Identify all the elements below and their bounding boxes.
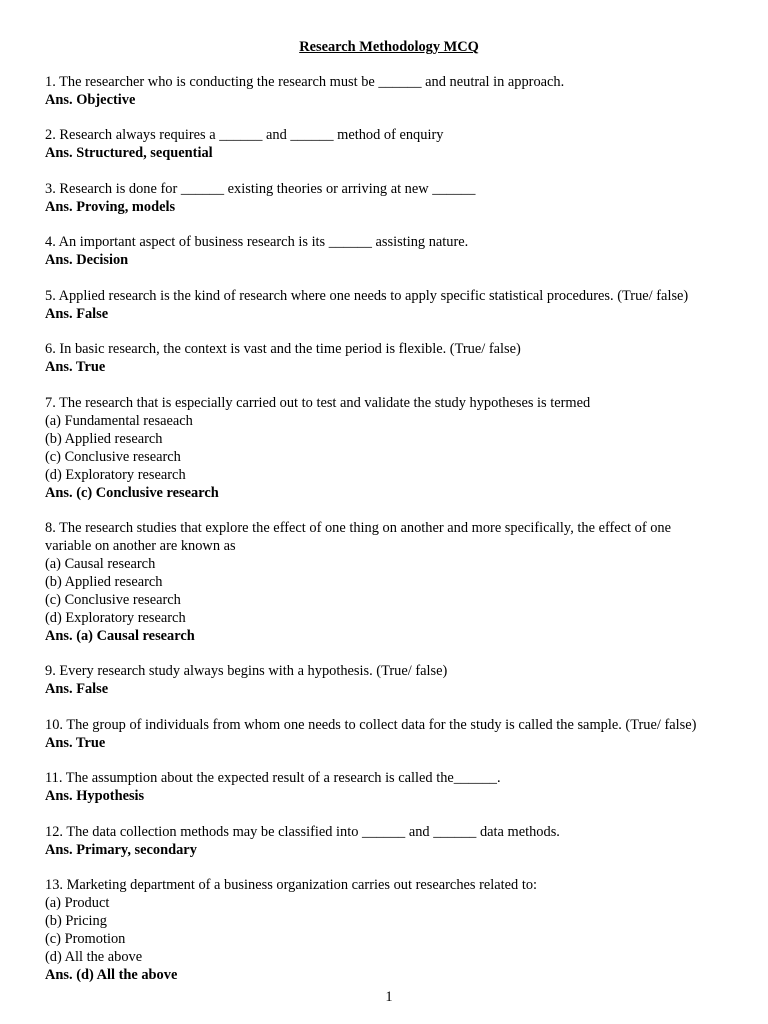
answer-line: Ans. (c) Conclusive research	[45, 485, 219, 501]
question-block	[45, 769, 745, 805]
question-line: 9. Every research study always begins with a hypothesis. (True/ false)	[45, 663, 448, 679]
option-line: (b) Applied research	[45, 431, 163, 447]
question-line: 7. The research that is especially carried out to test and validate the study hypotheses is termed	[45, 395, 591, 411]
question-block	[45, 73, 745, 109]
question-line: 2. Research always requires a ______ and ______ method of enquiry	[45, 127, 444, 143]
question-block	[45, 876, 745, 984]
question-block	[45, 126, 745, 162]
question-line: 3. Research is done for ______ existing theories or arriving at new ______	[45, 181, 476, 197]
answer-line: Ans. Structured, sequential	[45, 145, 213, 161]
question-block	[45, 823, 745, 859]
answer-line: Ans. False	[45, 681, 109, 697]
option-line: (a) Product	[45, 895, 110, 911]
question-block	[45, 287, 745, 323]
answer-line: Ans. (a) Causal research	[45, 628, 195, 644]
question-line: 13. Marketing department of a business organization carries out researches related to:	[45, 877, 538, 893]
question-line: 8. The research studies that explore the effect of one thing on another and more specifically, the effect of one	[45, 520, 672, 536]
answer-line: Ans. True	[45, 359, 106, 375]
question-line: 6. In basic research, the context is vast and the time period is flexible. (True/ false)	[45, 341, 521, 357]
question-block	[45, 716, 745, 752]
option-line: (c) Promotion	[45, 931, 126, 947]
option-line: (c) Conclusive research	[45, 592, 181, 608]
question-block	[45, 662, 745, 698]
option-line: (d) Exploratory research	[45, 610, 186, 626]
page-number: 1	[385, 989, 393, 1005]
answer-line: Ans. True	[45, 735, 106, 751]
question-block	[45, 180, 745, 216]
option-line: (a) Causal research	[45, 556, 156, 572]
answer-line: Ans. Proving, models	[45, 199, 176, 215]
answer-line: Ans. Hypothesis	[45, 788, 145, 804]
question-line: 10. The group of individuals from whom one needs to collect data for the study is called the sample. (True/ false)	[45, 717, 697, 733]
question-line: variable on another are known as	[45, 538, 236, 554]
question-line: 4. An important aspect of business research is its ______ assisting nature.	[45, 234, 469, 250]
question-block	[45, 340, 745, 376]
question-line: 12. The data collection methods may be classified into ______ and ______ data methods.	[45, 824, 560, 840]
option-line: (b) Pricing	[45, 913, 107, 929]
option-line: (c) Conclusive research	[45, 449, 181, 465]
question-line: 5. Applied research is the kind of research where one needs to apply specific statistical procedures. (True/ false)	[45, 288, 689, 304]
option-line: (b) Applied research	[45, 574, 163, 590]
answer-line: Ans. False	[45, 306, 109, 322]
question-line: 11. The assumption about the expected result of a research is called the______.	[45, 770, 501, 786]
answer-line: Ans. Decision	[45, 252, 129, 268]
answer-line: Ans. Objective	[45, 92, 136, 108]
question-line: 1. The researcher who is conducting the research must be ______ and neutral in approach.	[45, 74, 565, 90]
option-line: (d) Exploratory research	[45, 467, 186, 483]
answer-line: Ans. (d) All the above	[45, 967, 178, 983]
option-line: (a) Fundamental resaeach	[45, 413, 193, 429]
question-block	[45, 519, 745, 645]
option-line: (d) All the above	[45, 949, 143, 965]
document-title: Research Methodology MCQ	[299, 39, 479, 55]
question-block	[45, 233, 745, 269]
answer-line: Ans. Primary, secondary	[45, 842, 197, 858]
question-block	[45, 394, 745, 502]
